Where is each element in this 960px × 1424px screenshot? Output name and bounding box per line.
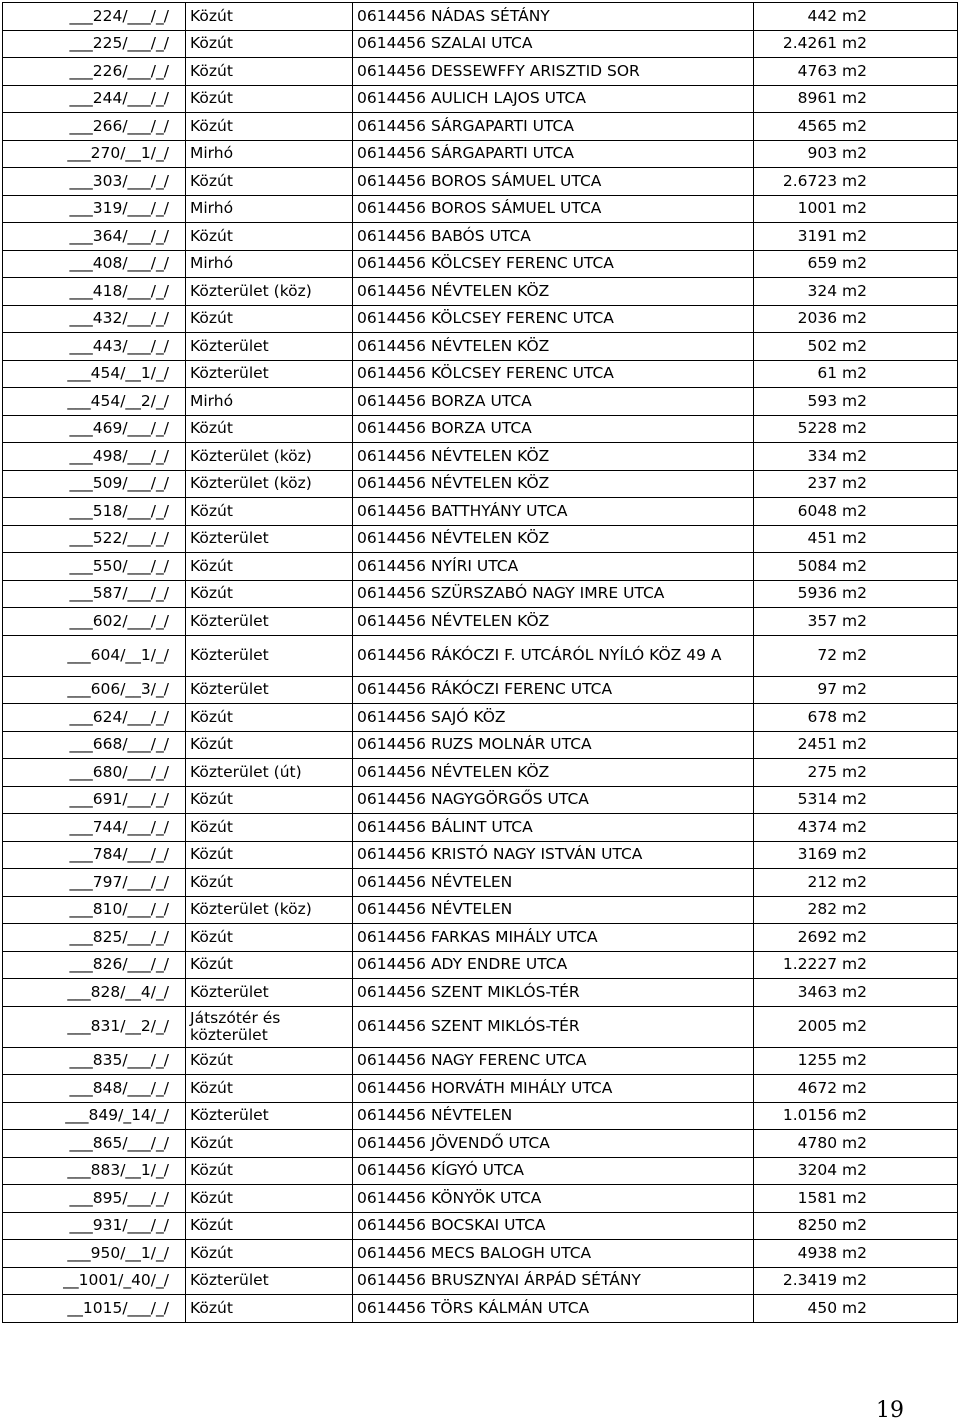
area-cell: 593 m2	[754, 388, 958, 416]
address-cell: 0614456 KÖLCSEY FERENC UTCA	[353, 305, 754, 333]
parcel-number-cell: ___266/___/_/	[3, 113, 186, 141]
table-row	[3, 1047, 958, 1075]
address-cell: 0614456 NÉVTELEN	[353, 1102, 754, 1130]
parcel-number-cell: ___825/___/_/	[3, 924, 186, 952]
table-row	[3, 1240, 958, 1268]
address-cell: 0614456 BORZA UTCA	[353, 388, 754, 416]
area-cell: 334 m2	[754, 443, 958, 471]
land-use-cell: Közút	[186, 498, 353, 526]
table-row	[3, 360, 958, 388]
area-cell: 4938 m2	[754, 1240, 958, 1268]
land-use-cell: Közút	[186, 580, 353, 608]
area-cell: 212 m2	[754, 869, 958, 897]
address-cell: 0614456 NAGYGÖRGŐS UTCA	[353, 786, 754, 814]
address-cell: 0614456 RUZS MOLNÁR UTCA	[353, 731, 754, 759]
land-use-cell: Közterület	[186, 608, 353, 636]
page-number: 19	[876, 1398, 904, 1423]
table-row	[3, 333, 958, 361]
address-cell: 0614456 SÁRGAPARTI UTCA	[353, 140, 754, 168]
parcel-number-cell: ___550/___/_/	[3, 553, 186, 581]
area-cell: 502 m2	[754, 333, 958, 361]
table-row	[3, 415, 958, 443]
parcel-number-cell: ___931/___/_/	[3, 1212, 186, 1240]
area-cell: 4374 m2	[754, 814, 958, 842]
parcel-number-cell: ___604/__1/_/	[3, 635, 186, 676]
area-cell: 97 m2	[754, 676, 958, 704]
parcel-number-cell: ___454/__1/_/	[3, 360, 186, 388]
area-cell: 2.6723 m2	[754, 168, 958, 196]
table-row	[3, 635, 958, 676]
parcel-number-cell: ___835/___/_/	[3, 1047, 186, 1075]
parcel-number-cell: ___244/___/_/	[3, 85, 186, 113]
address-cell: 0614456 SAJÓ KÖZ	[353, 704, 754, 732]
address-cell: 0614456 NYÍRI UTCA	[353, 553, 754, 581]
land-use-cell: Közút	[186, 731, 353, 759]
parcel-number-cell: ___224/___/_/	[3, 3, 186, 31]
land-use-cell: Közút	[186, 1157, 353, 1185]
parcel-number-cell: ___784/___/_/	[3, 841, 186, 869]
address-cell: 0614456 NÉVTELEN KÖZ	[353, 333, 754, 361]
land-use-cell: Közterület (köz)	[186, 470, 353, 498]
parcel-number-cell: ___668/___/_/	[3, 731, 186, 759]
area-cell: 659 m2	[754, 250, 958, 278]
parcel-number-cell: ___848/___/_/	[3, 1075, 186, 1103]
land-use-cell: Közút	[186, 223, 353, 251]
table-row	[3, 759, 958, 787]
land-use-cell: Közterület (köz)	[186, 278, 353, 306]
address-cell: 0614456 NÉVTELEN KÖZ	[353, 608, 754, 636]
land-use-cell: Közút	[186, 85, 353, 113]
parcel-number-cell: __1015/___/_/	[3, 1295, 186, 1323]
table-row	[3, 30, 958, 58]
address-cell: 0614456 BOCSKAI UTCA	[353, 1212, 754, 1240]
table-row	[3, 580, 958, 608]
area-cell: 3463 m2	[754, 979, 958, 1007]
land-use-cell: Közút	[186, 58, 353, 86]
land-use-cell: Közterület (út)	[186, 759, 353, 787]
area-cell: 3191 m2	[754, 223, 958, 251]
area-cell: 324 m2	[754, 278, 958, 306]
area-cell: 2451 m2	[754, 731, 958, 759]
table-row	[3, 814, 958, 842]
land-use-cell: Közterület (köz)	[186, 896, 353, 924]
parcel-table-body	[3, 3, 958, 1323]
address-cell: 0614456 NÁDAS SÉTÁNY	[353, 3, 754, 31]
address-cell: 0614456 BABÓS UTCA	[353, 223, 754, 251]
area-cell: 4565 m2	[754, 113, 958, 141]
area-cell: 2692 m2	[754, 924, 958, 952]
land-use-cell: Közút	[186, 1047, 353, 1075]
parcel-number-cell: __1001/_40/_/	[3, 1267, 186, 1295]
address-cell: 0614456 SZALAI UTCA	[353, 30, 754, 58]
address-cell: 0614456 NÉVTELEN KÖZ	[353, 443, 754, 471]
address-cell: 0614456 KÖNYÖK UTCA	[353, 1185, 754, 1213]
area-cell: 275 m2	[754, 759, 958, 787]
parcel-number-cell: ___810/___/_/	[3, 896, 186, 924]
land-use-cell: Közút	[186, 30, 353, 58]
table-row	[3, 1006, 958, 1047]
table-row	[3, 388, 958, 416]
parcel-number-cell: ___319/___/_/	[3, 195, 186, 223]
land-use-cell: Közút	[186, 786, 353, 814]
address-cell: 0614456 RÁKÓCZI FERENC UTCA	[353, 676, 754, 704]
area-cell: 72 m2	[754, 635, 958, 676]
area-cell: 8250 m2	[754, 1212, 958, 1240]
address-cell: 0614456 BORZA UTCA	[353, 415, 754, 443]
parcel-number-cell: ___680/___/_/	[3, 759, 186, 787]
area-cell: 5228 m2	[754, 415, 958, 443]
area-cell: 5936 m2	[754, 580, 958, 608]
table-row	[3, 896, 958, 924]
table-row	[3, 443, 958, 471]
table-row	[3, 85, 958, 113]
area-cell: 4763 m2	[754, 58, 958, 86]
parcel-number-cell: ___849/_14/_/	[3, 1102, 186, 1130]
address-cell: 0614456 SZENT MIKLÓS-TÉR	[353, 979, 754, 1007]
parcel-number-cell: ___865/___/_/	[3, 1130, 186, 1158]
address-cell: 0614456 NÉVTELEN KÖZ	[353, 525, 754, 553]
table-row	[3, 470, 958, 498]
table-row	[3, 676, 958, 704]
land-use-cell: Mirhó	[186, 140, 353, 168]
area-cell: 2036 m2	[754, 305, 958, 333]
parcel-number-cell: ___408/___/_/	[3, 250, 186, 278]
parcel-number-cell: ___443/___/_/	[3, 333, 186, 361]
address-cell: 0614456 MECS BALOGH UTCA	[353, 1240, 754, 1268]
area-cell: 903 m2	[754, 140, 958, 168]
area-cell: 4780 m2	[754, 1130, 958, 1158]
table-row	[3, 731, 958, 759]
table-row	[3, 1185, 958, 1213]
parcel-number-cell: ___498/___/_/	[3, 443, 186, 471]
land-use-cell: Közút	[186, 841, 353, 869]
table-row	[3, 924, 958, 952]
table-row	[3, 979, 958, 1007]
land-use-cell: Közterület (köz)	[186, 443, 353, 471]
address-cell: 0614456 BÁLINT UTCA	[353, 814, 754, 842]
area-cell: 1.2227 m2	[754, 951, 958, 979]
land-use-cell: Közút	[186, 951, 353, 979]
parcel-number-cell: ___454/__2/_/	[3, 388, 186, 416]
land-use-cell: Közút	[186, 415, 353, 443]
address-cell: 0614456 DESSEWFFY ARISZTID SOR	[353, 58, 754, 86]
address-cell: 0614456 BOROS SÁMUEL UTCA	[353, 195, 754, 223]
land-use-cell: Közút	[186, 553, 353, 581]
parcel-number-cell: ___364/___/_/	[3, 223, 186, 251]
land-use-cell: Közterület	[186, 1102, 353, 1130]
land-use-cell: Mirhó	[186, 195, 353, 223]
land-use-cell: Közút	[186, 1212, 353, 1240]
table-row	[3, 278, 958, 306]
parcel-number-cell: ___270/__1/_/	[3, 140, 186, 168]
parcel-number-cell: ___606/__3/_/	[3, 676, 186, 704]
address-cell: 0614456 AULICH LAJOS UTCA	[353, 85, 754, 113]
area-cell: 678 m2	[754, 704, 958, 732]
parcel-number-cell: ___950/__1/_/	[3, 1240, 186, 1268]
address-cell: 0614456 JÖVENDŐ UTCA	[353, 1130, 754, 1158]
area-cell: 6048 m2	[754, 498, 958, 526]
land-use-cell: Közterület	[186, 525, 353, 553]
parcel-number-cell: ___432/___/_/	[3, 305, 186, 333]
table-row	[3, 525, 958, 553]
area-cell: 442 m2	[754, 3, 958, 31]
parcel-number-cell: ___797/___/_/	[3, 869, 186, 897]
parcel-number-cell: ___469/___/_/	[3, 415, 186, 443]
parcel-number-cell: ___509/___/_/	[3, 470, 186, 498]
land-use-cell: Közút	[186, 814, 353, 842]
parcel-number-cell: ___691/___/_/	[3, 786, 186, 814]
parcel-number-cell: ___831/__2/_/	[3, 1006, 186, 1047]
parcel-number-cell: ___226/___/_/	[3, 58, 186, 86]
parcel-number-cell: ___522/___/_/	[3, 525, 186, 553]
table-row	[3, 195, 958, 223]
area-cell: 1001 m2	[754, 195, 958, 223]
land-use-cell: Közterület	[186, 360, 353, 388]
area-cell: 3169 m2	[754, 841, 958, 869]
table-row	[3, 1295, 958, 1323]
address-cell: 0614456 ADY ENDRE UTCA	[353, 951, 754, 979]
area-cell: 451 m2	[754, 525, 958, 553]
parcel-number-cell: ___826/___/_/	[3, 951, 186, 979]
parcel-number-cell: ___828/__4/_/	[3, 979, 186, 1007]
address-cell: 0614456 SZÜRSZABÓ NAGY IMRE UTCA	[353, 580, 754, 608]
table-row	[3, 1075, 958, 1103]
area-cell: 2.4261 m2	[754, 30, 958, 58]
area-cell: 1581 m2	[754, 1185, 958, 1213]
table-row	[3, 113, 958, 141]
land-use-cell: Közút	[186, 1295, 353, 1323]
area-cell: 2.3419 m2	[754, 1267, 958, 1295]
land-use-cell: Közút	[186, 924, 353, 952]
address-cell: 0614456 TÖRS KÁLMÁN UTCA	[353, 1295, 754, 1323]
land-use-cell: Játszótér és közterület	[186, 1006, 353, 1047]
area-cell: 3204 m2	[754, 1157, 958, 1185]
parcel-number-cell: ___518/___/_/	[3, 498, 186, 526]
parcel-number-cell: ___602/___/_/	[3, 608, 186, 636]
parcel-number-cell: ___624/___/_/	[3, 704, 186, 732]
address-cell: 0614456 KÖLCSEY FERENC UTCA	[353, 360, 754, 388]
table-row	[3, 1267, 958, 1295]
land-use-cell: Mirhó	[186, 250, 353, 278]
area-cell: 4672 m2	[754, 1075, 958, 1103]
area-cell: 5084 m2	[754, 553, 958, 581]
address-cell: 0614456 BRUSZNYAI ÁRPÁD SÉTÁNY	[353, 1267, 754, 1295]
land-use-cell: Közterület	[186, 333, 353, 361]
address-cell: 0614456 KÖLCSEY FERENC UTCA	[353, 250, 754, 278]
table-row	[3, 786, 958, 814]
address-cell: 0614456 BATTHYÁNY UTCA	[353, 498, 754, 526]
table-row	[3, 250, 958, 278]
parcel-number-cell: ___883/__1/_/	[3, 1157, 186, 1185]
land-use-cell: Közút	[186, 1240, 353, 1268]
land-use-cell: Mirhó	[186, 388, 353, 416]
parcel-table	[2, 2, 958, 1323]
area-cell: 450 m2	[754, 1295, 958, 1323]
area-cell: 1255 m2	[754, 1047, 958, 1075]
area-cell: 2005 m2	[754, 1006, 958, 1047]
land-use-cell: Közút	[186, 113, 353, 141]
parcel-number-cell: ___418/___/_/	[3, 278, 186, 306]
area-cell: 282 m2	[754, 896, 958, 924]
parcel-number-cell: ___303/___/_/	[3, 168, 186, 196]
address-cell: 0614456 HORVÁTH MIHÁLY UTCA	[353, 1075, 754, 1103]
address-cell: 0614456 NÉVTELEN KÖZ	[353, 278, 754, 306]
address-cell: 0614456 NAGY FERENC UTCA	[353, 1047, 754, 1075]
land-use-cell: Közterület	[186, 1267, 353, 1295]
parcel-number-cell: ___895/___/_/	[3, 1185, 186, 1213]
area-cell: 1.0156 m2	[754, 1102, 958, 1130]
land-use-cell: Közterület	[186, 635, 353, 676]
area-cell: 5314 m2	[754, 786, 958, 814]
land-use-cell: Közút	[186, 1130, 353, 1158]
address-cell: 0614456 NÉVTELEN KÖZ	[353, 759, 754, 787]
parcel-number-cell: ___744/___/_/	[3, 814, 186, 842]
area-cell: 61 m2	[754, 360, 958, 388]
address-cell: 0614456 BOROS SÁMUEL UTCA	[353, 168, 754, 196]
land-use-cell: Közút	[186, 1075, 353, 1103]
table-row	[3, 168, 958, 196]
land-use-cell: Közterület	[186, 676, 353, 704]
table-row	[3, 608, 958, 636]
table-row	[3, 951, 958, 979]
land-use-cell: Közút	[186, 704, 353, 732]
address-cell: 0614456 SÁRGAPARTI UTCA	[353, 113, 754, 141]
table-row	[3, 1130, 958, 1158]
area-cell: 357 m2	[754, 608, 958, 636]
land-use-cell: Közút	[186, 869, 353, 897]
address-cell: 0614456 FARKAS MIHÁLY UTCA	[353, 924, 754, 952]
table-row	[3, 1212, 958, 1240]
area-cell: 237 m2	[754, 470, 958, 498]
table-row	[3, 704, 958, 732]
table-row	[3, 553, 958, 581]
land-use-cell: Közterület	[186, 979, 353, 1007]
address-cell: 0614456 NÉVTELEN	[353, 869, 754, 897]
table-row	[3, 498, 958, 526]
address-cell: 0614456 NÉVTELEN KÖZ	[353, 470, 754, 498]
land-use-cell: Közút	[186, 1185, 353, 1213]
parcel-number-cell: ___587/___/_/	[3, 580, 186, 608]
table-row	[3, 305, 958, 333]
table-row	[3, 223, 958, 251]
table-row	[3, 869, 958, 897]
address-cell: 0614456 NÉVTELEN	[353, 896, 754, 924]
area-cell: 8961 m2	[754, 85, 958, 113]
table-row	[3, 1102, 958, 1130]
address-cell: 0614456 RÁKÓCZI F. UTCÁRÓL NYÍLÓ KÖZ 49 A	[353, 635, 754, 676]
address-cell: 0614456 KRISTÓ NAGY ISTVÁN UTCA	[353, 841, 754, 869]
table-row	[3, 3, 958, 31]
parcel-number-cell: ___225/___/_/	[3, 30, 186, 58]
table-row	[3, 841, 958, 869]
address-cell: 0614456 SZENT MIKLÓS-TÉR	[353, 1006, 754, 1047]
table-row	[3, 58, 958, 86]
address-cell: 0614456 KÍGYÓ UTCA	[353, 1157, 754, 1185]
land-use-cell: Közút	[186, 305, 353, 333]
table-row	[3, 1157, 958, 1185]
land-use-cell: Közút	[186, 168, 353, 196]
land-use-cell: Közút	[186, 3, 353, 31]
table-row	[3, 140, 958, 168]
